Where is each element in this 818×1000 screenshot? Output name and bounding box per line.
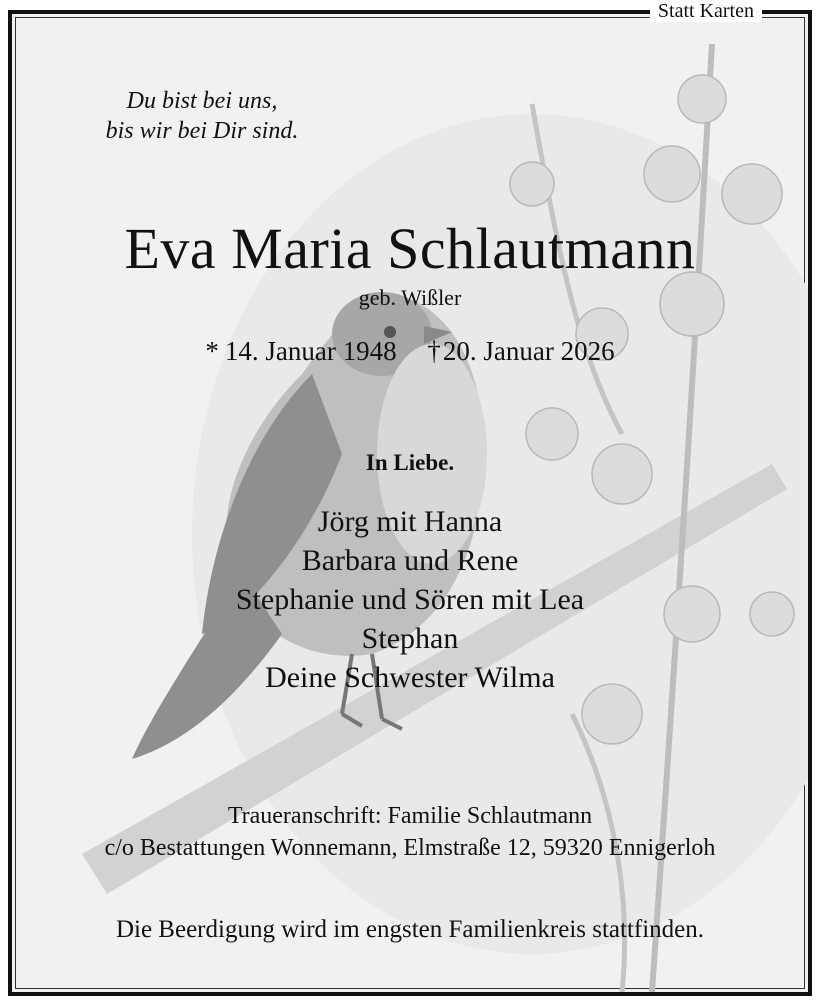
mourner-line: Stephanie und Sören mit Lea	[235, 583, 585, 616]
birth-symbol: *	[205, 336, 219, 366]
birth-date: 14. Januar 1948	[224, 336, 397, 366]
obituary-frame	[8, 10, 812, 996]
mourning-address	[12, 800, 808, 864]
motto	[62, 86, 342, 146]
mourner-line: Jörg mit Hanna	[317, 505, 503, 538]
address-line-1: Traueranschrift: Familie Schlautmann	[227, 803, 593, 829]
mourner-line: Deine Schwester Wilma	[265, 661, 555, 694]
death-symbol: †	[427, 336, 441, 366]
motto-line-2: bis wir bei Dir sind.	[105, 118, 299, 144]
mourners-intro: In Liebe.	[365, 450, 455, 475]
funeral-notice: Die Beerdigung wird im engsten Familienkreis stattfinden.	[115, 916, 705, 943]
motto-line-1: Du bist bei uns,	[126, 88, 278, 114]
address-line-2: c/o Bestattungen Wonnemann, Elmstraße 12, 59320 Ennigerloh	[104, 835, 716, 861]
deceased-name: Eva Maria Schlautmann	[124, 216, 696, 281]
life-dates	[12, 334, 808, 368]
death-date: 20. Januar 2026	[442, 336, 615, 366]
mourner-line: Barbara und Rene	[301, 544, 519, 577]
maiden-name: geb. Wißler	[358, 285, 462, 310]
mourner-line: Stephan	[361, 622, 459, 655]
statt-karten-label: Statt Karten	[650, 0, 762, 22]
mourners-list	[12, 502, 808, 697]
